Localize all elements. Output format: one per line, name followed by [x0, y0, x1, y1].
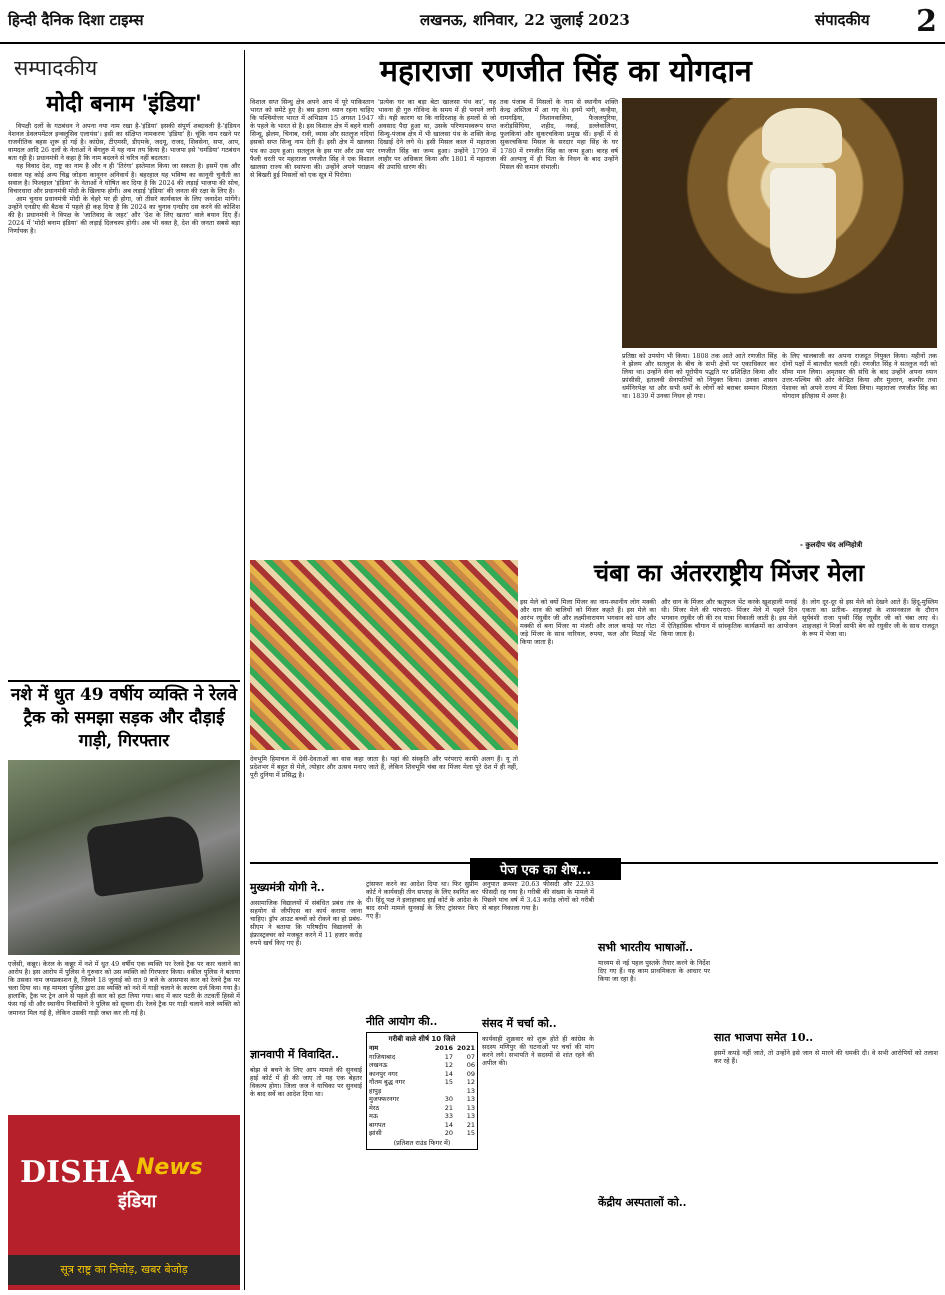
logo-tagline: सूत्र राष्ट्र का निचोड़, खबर बेजोड़ — [8, 1255, 240, 1285]
editorial-paragraph: आम चुनाव प्रधानमंत्री मोदी के चेहरे पर ही होगा, जो तीसरे कार्यकाल के लिए जनादेश मांगेंगे। उन्होंने एनडीए की बैठक में पहले ही कह दिया है कि 2024 का चुनाव एनडीए दस करने की कोशिश की है। प्रधानमंत्री ने विपक्ष के 'जातिवाद के जहर' और 'देश के लिए खतरा' वाले बयान दिए हैं। 2024 में 'मोदी बनाम इंडिया' की लड़ाई दिलचस्प होगी। अब भी वक्त है, देश की जनता सबसे बड़ा निर्णायक है। — [8, 194, 240, 236]
table-cell: 21 — [466, 1120, 475, 1129]
table-cell: मुजफ्फरनगर — [369, 1095, 399, 1103]
table-cell: लखनऊ — [369, 1061, 388, 1069]
cont-body: इसमें कपड़े नहीं जाते, तो उन्होंने इसे जान से मारने की धमकी दी। वे सभी आरोपियों को तलाश कर रहे हैं। — [714, 1049, 938, 1066]
main-column-1: विशाल सप्त सिन्धु क्षेत्र अपने आप में पूरे पाकिस्तान भारत को समेटे हुए है। बस इतना ध्यान रहना चाहिए कि पश्चिमोत्तर भारत में अभिप्राय 15 अगस्त 1947 के पहले के भारत से है। इस विशाल क्षेत्र में बहने वाली सिन्धु, झेलम, चिनाब, रावी, व्यास और सतलुज नदियां इसको सप्त सिन्धु नाम देती हैं। इसी क्षेत्र में खालसा पंथ का उदय हुआ। सतलुज के इस पार और उस पार फैली धरती पर महाराजा रणजीत सिंह ने एक विशाल खालसा राज्य की स्थापना की। उन्होंने अपने पराक्रम से बिखरी हुई मिसलों को एक सूत्र में पिरोया। — [250, 98, 374, 179]
minjar-column-2: और धान के मिंजर और ऋतुफल भेंट करके खुशहाली मनाई थी। मिंजर मेले की परंपराएं- मिंजर मेले में पहले दिन भगवान रघुवीर जी की रथ यात्रा निकाली जाती है। इस मेले में ऐतिहासिक चौगान में सांस्कृतिक कार्यक्रमों का आयोजन किया जाता है। — [661, 598, 797, 639]
cont-article-gyanvapi — [366, 880, 478, 1150]
cont-title: सात भाजपा समेत 10.. — [714, 1031, 814, 1044]
editorial-paragraph: विपक्षी दलों के गठबंधन ने अपना नया नाम रखा है-'इंडिया' इसकी संपूर्ण शब्दावली है-'इंडियन नेशनल डेवलपमेंटल इन्क्लूसिव एलायंस'। इसी का संक्षिप्त नामकरण 'इंडिया' है। चूंकि नाम रखने पर राजनीतिक बहस शुरू हो गई है। कांग्रेस, टीएमसी, डीएमके, जदयू, राजद, शिवसेना, सपा, आप, वामदल आदि 26 दलों के नेताओं ने बेंगलुरु में यह नाम तय किया है। भाजपा इसे 'घमंडिया' गठबंधन बता रही है। प्रधानमंत्री ने कहा है कि नाम बदलने से चरित्र नहीं बदलता। — [8, 122, 240, 163]
cont-article-bjp — [714, 880, 938, 1249]
news-body: एजेंसी, कन्नूर। केरल के कन्नूर में नशे में धुत 49 वर्षीय एक व्यक्ति पर रेलवे ट्रैक पर कार चलाने का आरोप है। इस आरोप में पुलिस ने गुरुवार को उस व्यक्ति को गिरफ्तार किया। वकील पुलिस ने बताया कि उसका नाम जयप्रकाशन है, जिसने 18 जुलाई को रात 9 बजे के आसपास कार को रेलवे ट्रैक पर चला दिया था। यह मामला पुलिस द्वारा उस व्यक्ति को नशे में गाड़ी चलाने के कारण दर्ज किया गया है। हालांकि, ट्रैक पर ट्रेन आने से पहले ही कार को हटा लिया गया। बाद में कार पटरी के तटवर्ती हिस्से में फंस गई थी और स्थानीय निवासियों ने पुलिस को सूचना दी। रेलवे ट्रैक पर गाड़ी चलाने वाले व्यक्ति को जमानत मिल गई है, लेकिन उसकी गाड़ी जब्त कर ली गई है। — [8, 960, 240, 1017]
table-cell: मऊ — [369, 1112, 378, 1120]
editorial — [8, 54, 240, 572]
table-cell: 14 — [444, 1120, 453, 1129]
table-row — [369, 1112, 475, 1121]
editorial-title: मोदी बनाम 'इंडिया' — [46, 91, 202, 117]
cont-title: केंद्रीय अस्पतालों को.. — [598, 1196, 687, 1209]
minjar-headline: चंबा का अंतरराष्ट्रीय मिंजर मेला — [593, 558, 865, 587]
disha-news-logo — [8, 1115, 240, 1290]
editorial-kicker: सम्पादकीय — [14, 56, 98, 80]
cont-article-languages — [598, 880, 710, 1210]
table-row — [369, 1104, 475, 1113]
divider — [8, 680, 240, 682]
table-cell: कानपुर नगर — [369, 1069, 398, 1078]
byline: - कुलदीप चंद अग्निहोत्री — [800, 540, 863, 549]
table-cell: 20 — [444, 1129, 453, 1137]
page-number: 2 — [916, 4, 937, 39]
cont-title: सभी भारतीय भाषाओं.. — [598, 941, 693, 954]
logo-brand: News — [136, 1155, 203, 1180]
table-cell: झांसी — [369, 1129, 382, 1137]
table-cell: 12 — [466, 1078, 475, 1086]
cont-title: मुख्यमंत्री योगी ने.. — [250, 881, 325, 894]
main-column-4: प्रतिष्ठा को उपयोग भी किया। 1808 तक आते आते रणजीत सिंह ने झेलम और सतलुज के बीच के सभी क्षेत्रों पर एकाधिकार कर लिया था। उन्होंने सेना को यूरोपीय पद्धति पर प्रशिक्षित किया और फ्रांसीसी, इतालवी सेनापतियों को नियुक्त किया। उनका शासन धर्मनिरपेक्ष था और सभी धर्मों के लोगों को बराबर सम्मान मिलता था। 1839 में उनका निधन हो गया। — [622, 352, 777, 401]
main-column-2: 'प्रत्येक घर का बड़ा बेटा खालसा पंथ का', यह भावना ही गुरु गोविन्द के समय में ही पनपने लगी थी। यही कारण था कि नादिरशाह के हमलों से जो अवसाद पैदा हुआ था, उसके परिणामस्वरूप सप्त सिन्धु-पंजाब क्षेत्र में भी खालसा पंथ के शक्ति केन्द्र दिखाई देने लगे थे। इसी मिसल काल में महाराजा रणजीत सिंह का जन्म हुआ। उन्होंने 1799 में लाहौर पर अधिकार किया और 1801 में महाराजा की उपाधि धारण की। — [378, 98, 496, 171]
car-on-track-photo — [8, 760, 240, 955]
table-cell: 13 — [466, 1112, 475, 1120]
turban-shape — [762, 108, 842, 163]
table-cell: 13 — [466, 1086, 475, 1095]
editorial-paragraph: यह विवाद देश, राष्ट्र का नाम है और न ही 'तिरंगा' इस्तेमाल किया जा सकता है। इसमें एक और सवाल यह कोई अन्य चिह्न जोड़ना कानूनन अनिवार्य है। बहरहाल यह भविष्य का कानूनी चुनौती का सवाल है। फिलहाल 'इंडिया' के नेताओं ने घोषित कर दिया है कि 2024 की लड़ाई भाजपा की सोच, विचारधारा और प्रधानमंत्री मोदी के खिलाफ होगी। अब लड़ाई 'इंडिया' की जनता की रक्षा के लिए है। — [8, 162, 240, 195]
section-label: संपादकीय — [815, 11, 870, 29]
cont-article-niti — [482, 880, 594, 1265]
cont-body: माध्यम से नई पहल पुस्तकें तैयार करने के निर्देश दिए गए हैं। यह काम प्राथमिकता के आधार पर किया जा रहा है। — [598, 959, 710, 984]
cont-body: असामाजिक विद्यालयों में संबंधित प्रबंध तंत्र के सहयोग से जीपीएस का कार्य कराया जाना चाहिए। ड्रॉप आउट बच्चों को रोकने का हो प्रबंध- सीएम ने बताया कि परिषदीय विद्यालयों के इंफ्रास्ट्रक्चर को मजबूत करने में 11 हजार करोड़ रुपये खर्च किए गए हैं। — [250, 899, 362, 948]
table-cell — [431, 1087, 453, 1096]
table-title: गरीबी वाले शीर्ष 10 जिले — [388, 1035, 456, 1043]
table-cell: 2016 — [434, 1044, 453, 1052]
news-headline: नशे में धुत 49 वर्षीय व्यक्ति ने रेलवे ट्रैक को समझा सड़क और दौड़ाई गाड़ी, गिरफ्तार — [10, 685, 238, 751]
table-row — [369, 1078, 475, 1087]
ranjit-singh-portrait — [622, 98, 937, 348]
table-cell: 07 — [466, 1052, 475, 1061]
cont-body: अनुपात क्रमशः 20.63 फीसदी और 22.93 फीसदी रह गया है। गरीबी की संख्या के मामले में पिछले पांच वर्ष में 3.43 करोड़ लोगों को गरीबी से बाहर निकाला गया है। — [482, 880, 594, 913]
page-header — [0, 0, 945, 44]
table-row — [369, 1121, 475, 1130]
main-column-3: तक पंजाब में मिसलों के नाम से स्थानीय शक्ति केन्द्र अस्तित्व में आ गए थे। इनमें भंगी, कन्हैया, रामगढ़िया, निशानवालिया, फैजलपुरिया, करोड़सिंघिया, शहीद, नकई, डल्लेवालिया, फुलकियां और सुकरचकिया प्रमुख थीं। इन्हीं में से सुकरचकिया मिसल के सरदार महा सिंह के घर 1780 में रणजीत सिंह का जन्म हुआ। बारह वर्ष की अल्पायु में ही पिता के निधन के बाद उन्होंने मिसल की कमान संभाली। — [500, 98, 618, 171]
table-cell: गाजियाबाद — [369, 1052, 396, 1061]
cont-title: ज्ञानवापी में विवादित.. — [250, 1048, 339, 1061]
cont-title: संसद में चर्चा को.. — [482, 1017, 557, 1030]
table-cell: 2021 — [456, 1044, 475, 1052]
table-note: (प्रतिशत राउंड फिगर में) — [393, 1138, 451, 1147]
table-cell: 13 — [466, 1095, 475, 1103]
main-column-5: के लिए चालबाजी का अपना राजदूत नियुक्त किया। महीनों तक दोनों पक्षों में बातचीत चलती रही। रणजीत सिंह ने सतलुज नदी को सीमा मान लिया। अमृतसर की संधि के बाद उन्होंने अपना ध्यान उत्तर-पश्चिम की ओर केन्द्रित किया और मुल्तान, कश्मीर तथा पेशावर को अपने राज्य में मिला लिया। महाराजा रणजीत सिंह का योगदान इतिहास में अमर है। — [782, 352, 937, 401]
table-cell: 17 — [444, 1052, 453, 1061]
table-cell: 15 — [444, 1078, 453, 1086]
table-row — [369, 1044, 475, 1053]
main-headline: महाराजा रणजीत सिंह का योगदान — [380, 54, 752, 89]
column-divider — [244, 50, 245, 1290]
table-cell: 30 — [444, 1095, 453, 1103]
car-shape — [86, 813, 205, 898]
table-row — [369, 1087, 475, 1096]
table-row — [369, 1070, 475, 1079]
minjar-column-1: इस मेले को क्यों मिला मिंजर का नाम-स्थानीय लोग मक्की और धान की बालियों को मिंजर कहते हैं। इस मेले का आरंभ रघुवीर जी और लक्ष्मीनारायण भगवान को धान और मक्की से बना मिंजर या मंजरी और लाल कपड़े पर गोटा जड़े मिंजर के साथ नारियल, रुपया, फल और मिठाई भेंट किया जाता है। — [520, 598, 656, 647]
table-cell: 21 — [444, 1103, 453, 1112]
table-cell: 33 — [444, 1112, 453, 1120]
table-row — [369, 1095, 475, 1104]
table-cell: हापुड़ — [369, 1086, 382, 1095]
table-cell: 06 — [466, 1061, 475, 1069]
continued-label: पेज एक का शेष... — [470, 858, 621, 880]
cont-body: कार्यवाही शुक्रवार को शुरू होते ही कांग्रेस के सदस्य मणिपुर की घटनाओं पर चर्चा की मांग करने लगे। सभापति ने सदस्यों से शांत रहने की अपील की। — [482, 1035, 594, 1068]
table-cell: 12 — [444, 1061, 453, 1069]
paper-name: हिन्दी दैनिक दिशा टाइम्स — [8, 11, 144, 29]
table-cell: गौतम बुद्ध नगर — [369, 1078, 405, 1086]
table-row — [369, 1129, 475, 1138]
table-row — [369, 1053, 475, 1062]
festival-crowd-photo — [250, 560, 518, 750]
cont-body: ट्रांसफर करने का आदेश दिया था। फिर सुप्रीम कोर्ट ने कार्यवाही तीन सप्ताह के लिए स्थगित कर दी। हिंदू पक्ष ने इलाहाबाद हाई कोर्ट के आदेश के बाद सभी मामले सुनवाई के लिए ट्रांसफर किए गए हैं। — [366, 880, 478, 921]
table-cell: मेरठ — [369, 1103, 380, 1112]
cont-article-yogi — [250, 880, 362, 1266]
table-row — [369, 1061, 475, 1070]
table-body — [369, 1044, 475, 1138]
photo-caption: देवभूमि हिमाचल में देवी-देवताओं का वास कहा जाता है। यहां की संस्कृति और परंपराएं काफी अलग हैं। यू तो प्रदेशभर में बहुत से मेले, त्योहार और उत्सव मनाए जाते हैं, लेकिन शिवभूमि चंबा का मिंजर मेला पूरे देश में ही नहीं, पूरी दुनिया में प्रसिद्ध है। — [250, 755, 518, 780]
table-cell: 14 — [444, 1069, 453, 1078]
dateline: लखनऊ, शनिवार, 22 जुलाई 2023 — [420, 11, 630, 29]
beard-shape — [770, 168, 836, 278]
table-cell: 09 — [466, 1069, 475, 1078]
cont-title: नीति आयोग की.. — [366, 1015, 438, 1028]
logo-name: DISHA — [20, 1155, 134, 1190]
poverty-table — [366, 1032, 478, 1150]
logo-sub: इंडिया — [118, 1191, 157, 1212]
table-cell: बागपत — [369, 1120, 386, 1129]
table-cell: नाम — [369, 1044, 379, 1052]
table-cell: 15 — [466, 1129, 475, 1137]
table-cell: 13 — [466, 1103, 475, 1112]
minjar-column-3: है। लोग दूर-दूर से इस मेले को देखने आते हैं। हिंदू-मुस्लिम एकता का प्रतीक- शाहजहां के शासनकाल के दौरान सूर्यवंशी राजा पृथ्वी सिंह रघुवीर जी को चंबा लाए थे। शाहजहां ने मिर्जा साफी बेग को रघुवीर जी के साथ राजदूत के रूप में भेजा था। — [802, 598, 938, 639]
cont-body: बोझ से बचने के लिए आप मामले की सुनवाई हाई कोर्ट में ही की जाए तो यह एक बेहतर विकल्प होगा। जिला जज ने याचिका पर सुनवाई के बाद सर्वे का आदेश दिया था। — [250, 1066, 362, 1099]
